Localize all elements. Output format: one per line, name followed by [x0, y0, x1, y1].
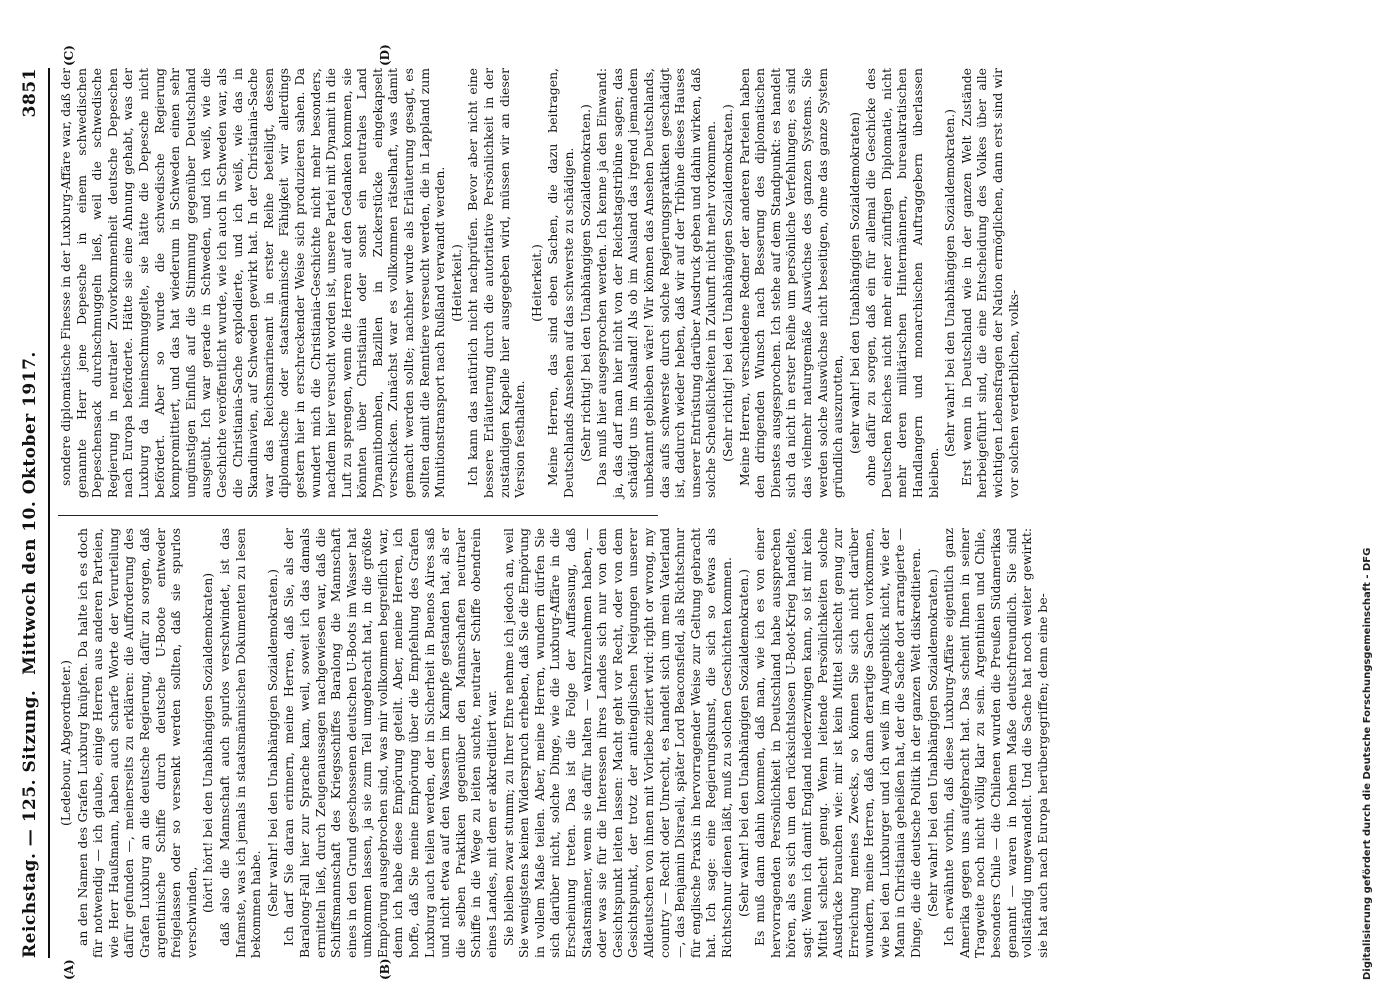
paragraph: daß also die Mannschaft auch spurlos verschwindet, ist das Infamste, was ich jemals in staatsmännischen Dokumenten zu lesen bekommen habe.: [216, 528, 264, 958]
interjection: (hört! hört! bei den Unabhängigen Sozialdemokraten): [200, 572, 216, 914]
paragraph: ohne dafür zu sorgen, daß ein für allemal die Geschicke des Deutschen Reiches nicht mehr einer zünftigen Diplomatie, nicht mehr deren militärischen Hintermännern, bureaukratischen Handlangern und monarchischen Auftraggebern überlassen bleiben.: [863, 68, 941, 498]
paragraph: Ich erwähnte vorhin, daß diese Luxburg-Affäre eigentlich ganz Amerika gegen uns aufgebracht hat. Das scheint Ihnen in seiner Tragweite noch nicht völlig klar zu sein. Argentinien und Chile, besonders Chile — die Chilenen wurden die Preußen Südamerikas genannt — waren in hohem Maße deutschfreundlich. Sie sind vollständig umgewandelt. Und die Sache hat noch weiter gewirkt: sie hat auch nach Europa herübergegriffen; denn eine be-: [941, 528, 1050, 958]
paragraph: Meine Herren, das sind eben Sachen, die dazu beitragen, Deutschlands Ansehen auf das schwerste zu schädigen.: [545, 68, 576, 498]
paragraph: Erst wenn in Deutschland wie in der ganzen Welt Zustände herbeigeführt sind, die eine Entscheidung des Volkes über alle wichtigen Lebensfragen der Nation ermöglichen, dann erst sind wir vor solchen verderblichen, volks-: [958, 68, 1021, 498]
interjection: (Sehr richtig! bei den Unabhängigen Sozialdemokraten.): [577, 104, 593, 462]
column-divider: [58, 515, 658, 516]
paragraph: Sie bleiben zwar stumm; zu Ihrer Ehre nehme ich jedoch an, weil Sie wenigstens keinen Widerspruch erheben, daß Sie die Empörung in vollem Maße teilen. Aber, meine Herren, wundern dürfen Sie sich darüber nicht, solche Dinge, wie die Luxburg-Affäre in die Erscheinung treten. Das ist die Folge der Auffassung, daß Staatsmänner, wenn sie dafür halten — wahrzunehmen haben, — oder was sie für die Interessen ihres Landes sich nur von dem Gesichtspunkt leiten lassen: Macht geht vor Recht, oder von dem Gesichtspunkt, der trotz der antienglischen Neigungen unserer Alldeutschen von ihnen mit Vorliebe zitiert wird: right or wrong, my country — Recht oder Unrecht, es handelt sich um mein Vaterland —, das Benjamin Disraeli, später Lord Beaconsfield, als Richtschnur für englische Praxis in hervorragender Weise zur Geltung gebracht hat. Ich sage: eine Regierungskunst, die sich so etwas als Richtschnur dienen läßt, muß zu solchen Geschichten kommen.: [500, 528, 734, 958]
speaker-line: (Ledebour, Abgeordneter.): [58, 660, 73, 826]
interjection: (Sehr wahr! bei den Unabhängigen Sozialdemokraten.): [942, 109, 958, 457]
marker-c: (C): [62, 45, 76, 66]
rotated-page-content: [18, 44, 1318, 980]
paragraph: Es muß dann dahin kommen, daß man, wie ich es von einer hervorragenden Persönlichkeit in Deutschland habe aussprechen hören, als es sich um den rücksichtslosen U-Boot-Krieg handelte, sagt: Wenn ich damit England niederzwingen kann, so ist mir kein Mittel schlecht genug. Wenn leitende Persönlichkeiten solche Ausdrücke brauchen wie: mir ist kein Mittel schlecht genug zur Erreichung meines Zwecks, so können Sie sich nicht darüber wundern, meine Herren, daß dann derartige Sachen vorkommen, wie bei den Luxburger und ich weiß im Augenblick nicht, wie der Mann in Christiania geheißen hat, der die Sache dort arrangierte — Dinge, die die deutsche Politik in der ganzen Welt diskreditieren.: [752, 528, 924, 958]
interjection: (Sehr wahr! bei den Unabhängigen Sozialdemokraten.): [264, 569, 280, 917]
text-column-left: [58, 528, 1050, 958]
interjection: (Heiterkeit.): [448, 244, 464, 322]
page-header: [18, 68, 46, 958]
header-page-number: 3851: [20, 68, 40, 118]
text-column-right: [58, 68, 1021, 498]
interjection: (Heiterkeit.): [528, 244, 544, 322]
paragraph: Das muß hier ausgesprochen werden. Ich kenne ja den Einwand: ja, das darf man hier nicht von der Reichstagstribüne sagen; das schädigt uns im Ausland! Als ob im Ausland das irgend jemandem unbekannt geblieben wäre! Wir können das Ansehen Deutschlands, das aufs schwerste durch solche Regierungspraktiken geschädigt ist, dadurch wieder heben, daß wir auf der Tribüne dieses Hauses unserer Entrüstung darüber Ausdruck geben und dahin wirken, daß solche Scheußlichkeiten in Zukunft nicht mehr vorkommen.: [594, 68, 719, 498]
paragraph: sondere diplomatische Finesse in der Luxburg-Affäre war, daß der genannte Herr jene Depesche in einem schwedischen Depeschensack durchschmuggeln ließ, weil die schwedische Regierung in neutraler Zuvorkommenheit deutsche Depeschen nach Europa beförderte. Hätte sie eine Ahnung gehabt, was der Luxburg da hineinschmuggelte, sie hätte die Depesche nicht befördert. Aber so wurde die schwedische Regierung kompromittiert, und das hat wiederum in Schweden einen sehr ungünstigen Einfluß auf die Stimmung gegenüber Deutschland ausgeübt. Ich war gerade in Schweden, und ich weiß, wie die Geschichte veröffentlicht wurde, wie ich auch in Schweden war, als die Christiania-Sache explodierte, und ich weiß, wie das in Skandinavien, auf Schweden gewirkt hat. In der Christiania-Sache war das Reichsmarineamt in erster Reihe beteiligt, dessen diplomatische oder staatsmännische Fähigkeit wir allerdings gestern hier in erschreckender Weise sich produzieren sahen. Da wundert mich die Christiania-Geschichte nicht mehr besonders, nachdem hier versucht worden ist, unsere Partei mit Dynamit in die Luft zu sprengen, wenn die Herren auf den Gedanken kommen, sie könnten über Christiania oder sonst ein neutrales Land Dynamitbomben, Bazillen in Zuckerstücke eingekapselt verschicken. Zunächst war es vollkommen rätselhaft, was damit gemacht werden sollte; nachher wurde als Erläuterung gesagt, es sollten damit die Renntiere verseucht werden, die in Lappland zum Munitionstransport nach Rußland verwandt werden.: [58, 68, 448, 498]
paragraph: Ich darf Sie daran erinnern, meine Herren, daß Sie, als der Baralong-Fall hier zur Sprache kam, weil, soweit ich das damals ermitteln ließ, durch Zeugenaussagen nachgewiesen war, daß die Schiffsmannschaft des Kriegsschiffes Baralong die Mannschaft eines in den Grund geschossenen deutschen U-Boots im Wasser hat umkommen lassen, ja sie zum Teil umgebracht hat, in die größte Empörung ausgebrochen sind, was mir vollkommen begreiflich war, denn ich habe diese Empörung geteilt. Aber, meine Herren, ich hoffe, daß Sie meine Empörung über die Empfehlung des Grafen Luxburg auch teilen werden, der in Sicherheit in Buenos Aires saß und nicht etwa auf den Wassern im Kampfe gestanden hat, als er die selben Praktiken gegenüber den Mannschaften neutraler Schiffe in die Wege zu leiten suchte, neutraler Schiffe obendrein eines Landes, mit dem er akkreditiert war.: [281, 528, 500, 958]
interjection: (sehr wahr! bei den Unabhängigen Sozialdemokraten): [846, 112, 862, 454]
paragraph: Meine Herren, verschiedene Redner der anderen Parteien haben den dringenden Wunsch nach Besserung des diplomatischen Dienstes ausgesprochen. Ich stehe auf dem Standpunkt: es handelt sich da nicht in erster Reihe um persönliche Verfehlungen; es sind das vielmehr naturgemäße Auswüchse des ganzen Systems. Sie werden solche Auswüchse nicht beseitigen, ohne das ganze System gründlich auszurotten,: [736, 68, 846, 498]
interjection: (Sehr richtig! bei den Unabhängigen Sozialdemokraten.): [719, 104, 735, 462]
interjection: (Sehr wahr! bei den Unabhängigen Sozialdemokraten.): [924, 569, 940, 917]
marker-d: (D): [378, 44, 392, 66]
paragraph: an den Namen des Grafen Luxburg knüpfen. Da halte ich es doch für notwendig — ich glaube, einige Herren aus anderen Parteien, wie Herr Haußmann, haben auch scharfe Worte der Verurteilung dafür gefunden —, meinerseits zu erklären: die Aufforderung des Grafen Luxburg an die deutsche Regierung, dafür zu sorgen, daß argentinische Schiffe durch deutsche U-Boote entweder freigelassen oder so versenkt werden sollten, daß sie spurlos verschwinden,: [74, 528, 199, 958]
paragraph: Ich kann das natürlich nicht nachprüfen. Bevor aber nicht eine bessere Erläuterung durch die autoritative Persönlichkeit in der zuständigen Kapelle hier ausgegeben wird, müssen wir an dieser Version festhalten.: [465, 68, 528, 498]
header-session: Reichstag. — 125. Sitzung.: [20, 689, 40, 958]
digitization-credit: Digitalisierung gefördert durch die Deutsche Forschungsgemeinschaft - DFG: [1362, 547, 1373, 980]
marker-b: (B): [378, 958, 392, 980]
marker-a: (A): [62, 959, 76, 980]
interjection: (Sehr wahr! bei den Unabhängigen Sozialdemokraten.): [735, 569, 751, 917]
header-rule: [48, 68, 50, 958]
header-date: Mittwoch den 10. Oktober 1917.: [20, 351, 40, 675]
